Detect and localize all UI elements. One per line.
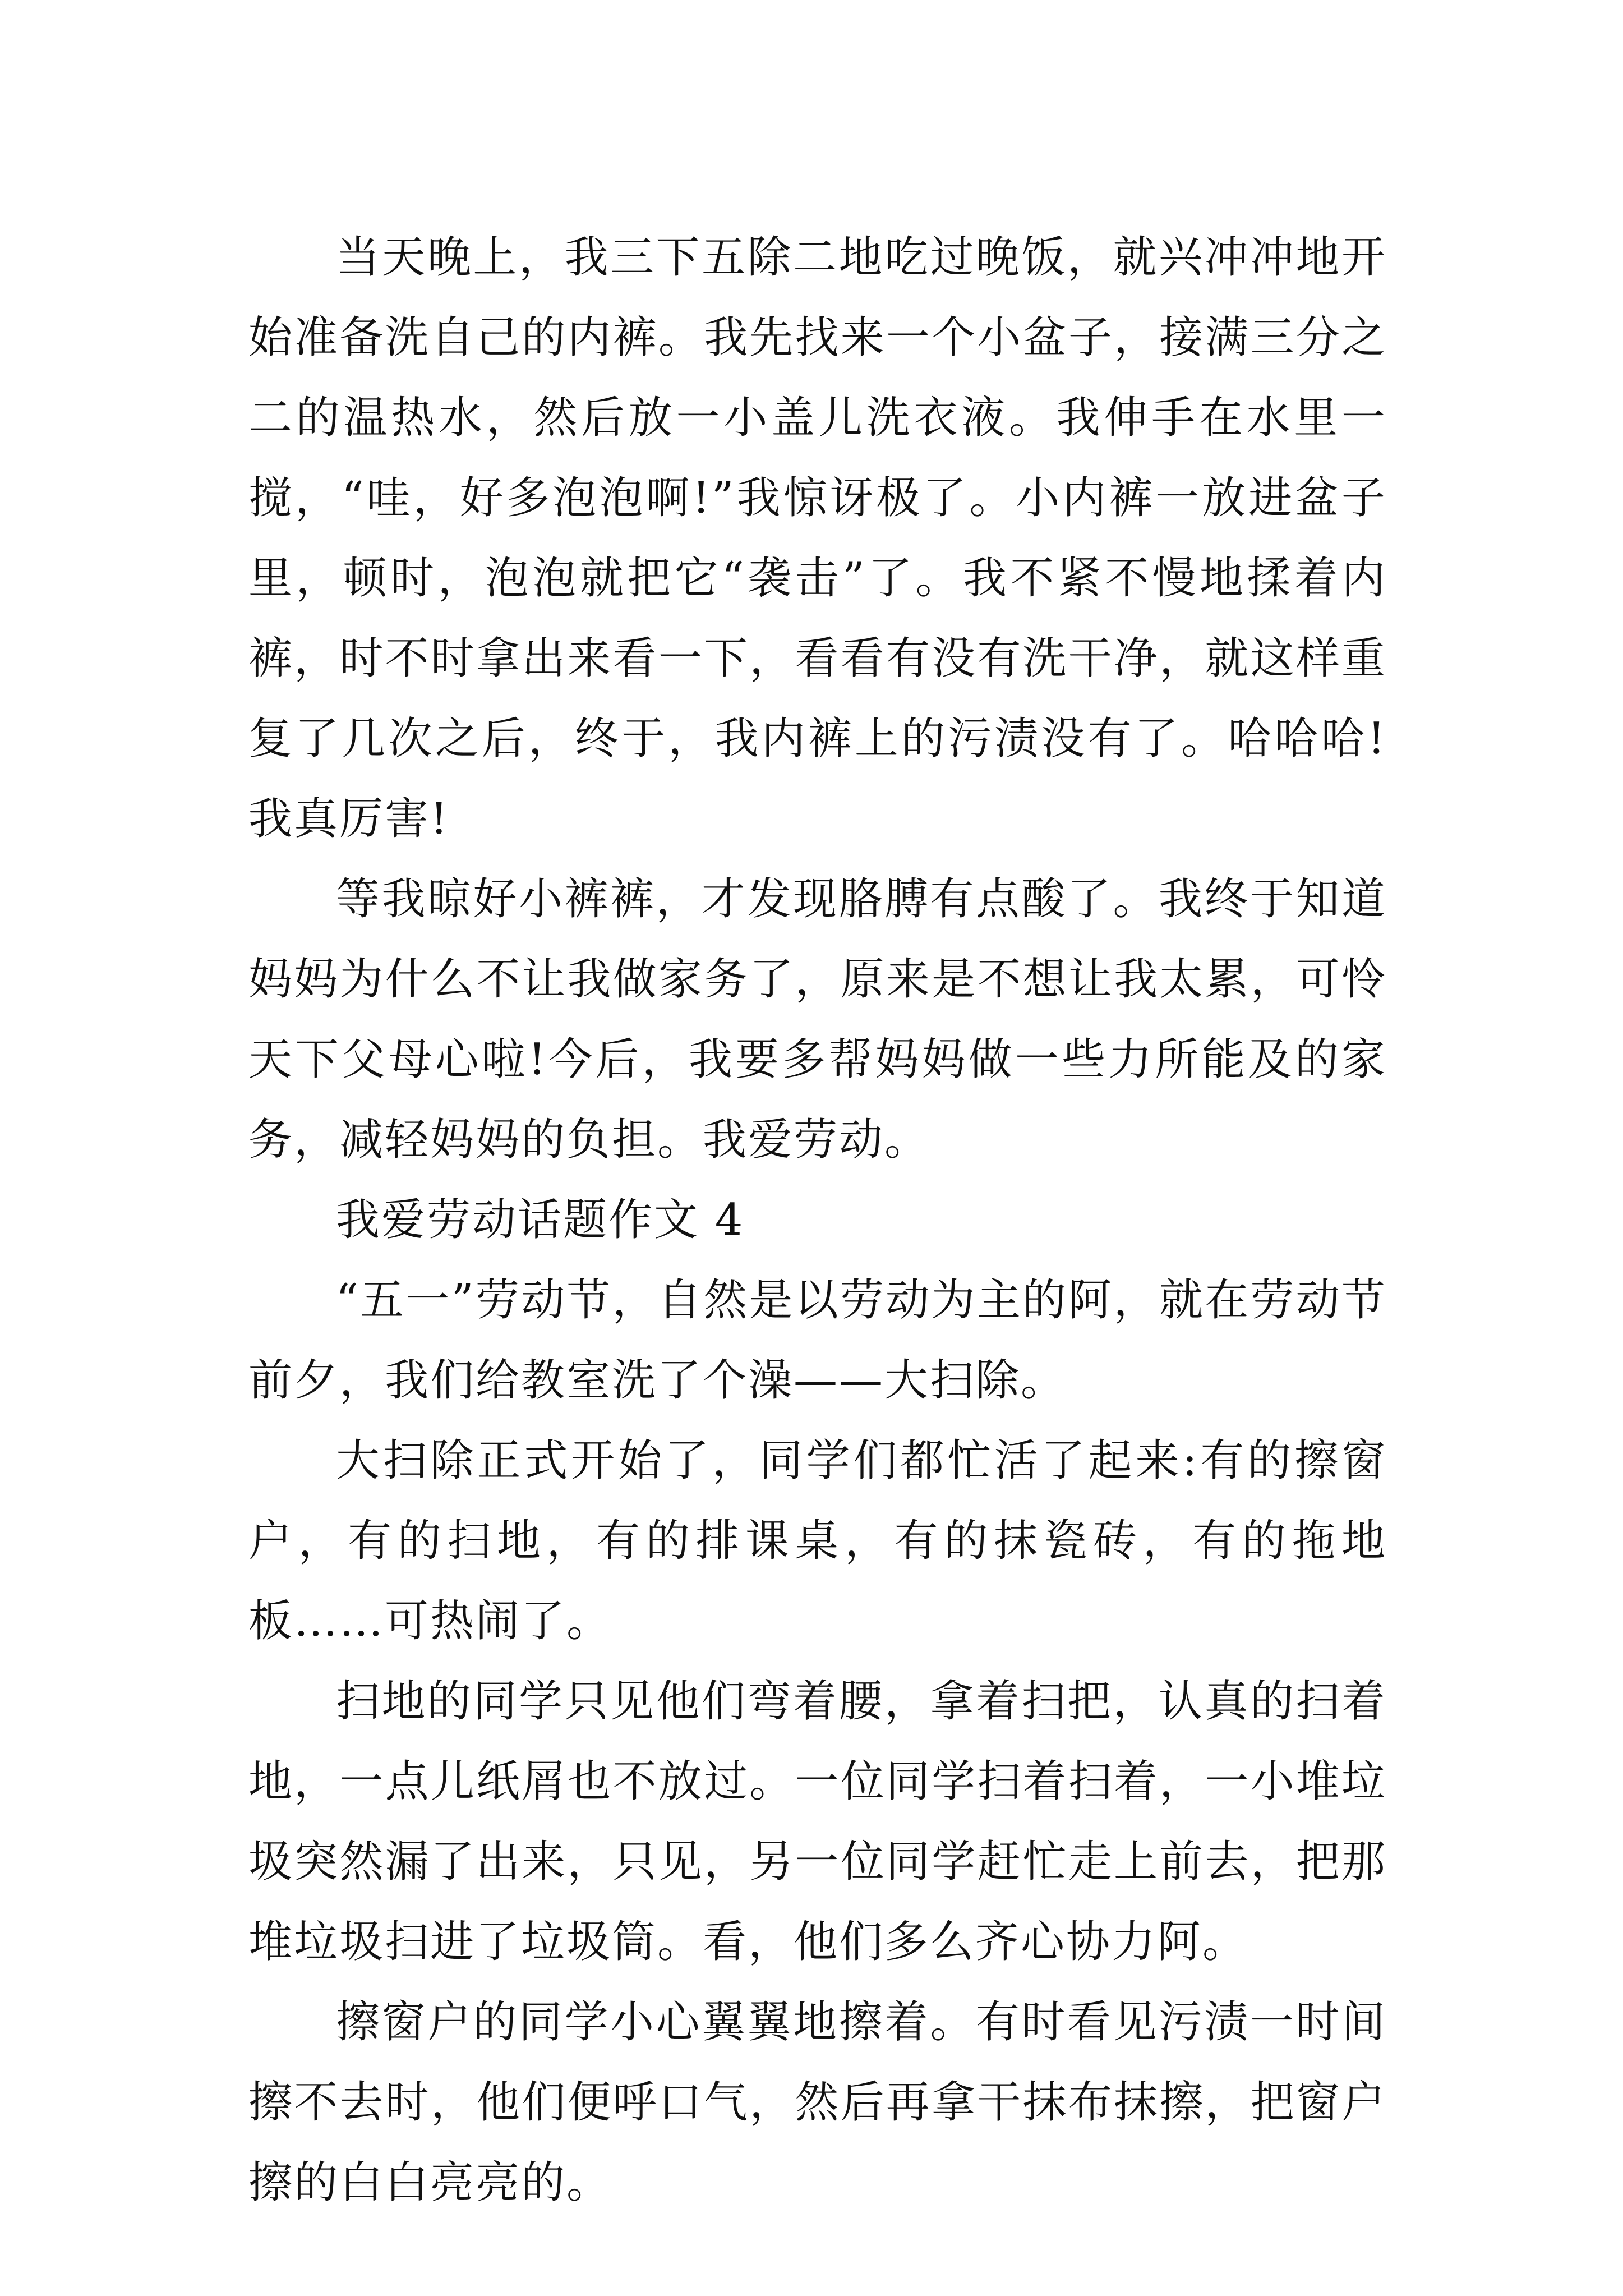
paragraph-washing-underwear: 当天晚上，我三下五除二地吃过晚饭，就兴冲冲地开始准备洗自己的内裤。我先找来一个小盆子，接满三分之二的温热水，然后放一小盖儿洗衣液。我伸手在水里一搅，“哇，好多泡泡啊!”我惊讶极了。小内裤一放进盆子里，顿时，泡泡就把它“袭击”了。我不紧不慢地揉着内裤，时不时拿出来看一下，看看有没有洗干净，就这样重复了几次之后，终于，我内裤上的污渍没有了。哈哈哈!我真厉害! <box>248 232 1387 844</box>
paragraph-arm-sore: 等我晾好小裤裤，才发现胳膊有点酸了。我终于知道妈妈为什么不让我做家务了，原来是不想让我太累，可怜天下父母心啦!今后，我要多帮妈妈做一些力所能及的家务，减轻妈妈的负担。我爱劳动。 <box>248 874 1387 1165</box>
paragraph-sweeping: 扫地的同学只见他们弯着腰，拿着扫把，认真的扫着地，一点儿纸屑也不放过。一位同学扫着扫着，一小堆垃圾突然漏了出来，只见，另一位同学赶忙走上前去，把那堆垃圾扫进了垃圾筒。看，他们多么齐心协力阿。 <box>248 1676 1387 1967</box>
section-title: 我爱劳动话题作文 4 <box>336 1195 745 1245</box>
document-body <box>248 218 1387 2223</box>
paragraph-window-cleaning: 擦窗户的同学小心翼翼地擦着。有时看见污渍一时间擦不去时，他们便呼口气，然后再拿干抹布抹擦，把窗户擦的白白亮亮的。 <box>248 1997 1387 2208</box>
paragraph-labor-day: “五一”劳动节，自然是以劳动为主的阿，就在劳动节前夕，我们给教室洗了个澡——大扫除。 <box>248 1275 1387 1406</box>
paragraph-cleaning-start: 大扫除正式开始了，同学们都忙活了起来:有的擦窗户，有的扫地，有的排课桌，有的抹瓷砖，有的拖地板……可热闹了。 <box>248 1435 1387 1646</box>
